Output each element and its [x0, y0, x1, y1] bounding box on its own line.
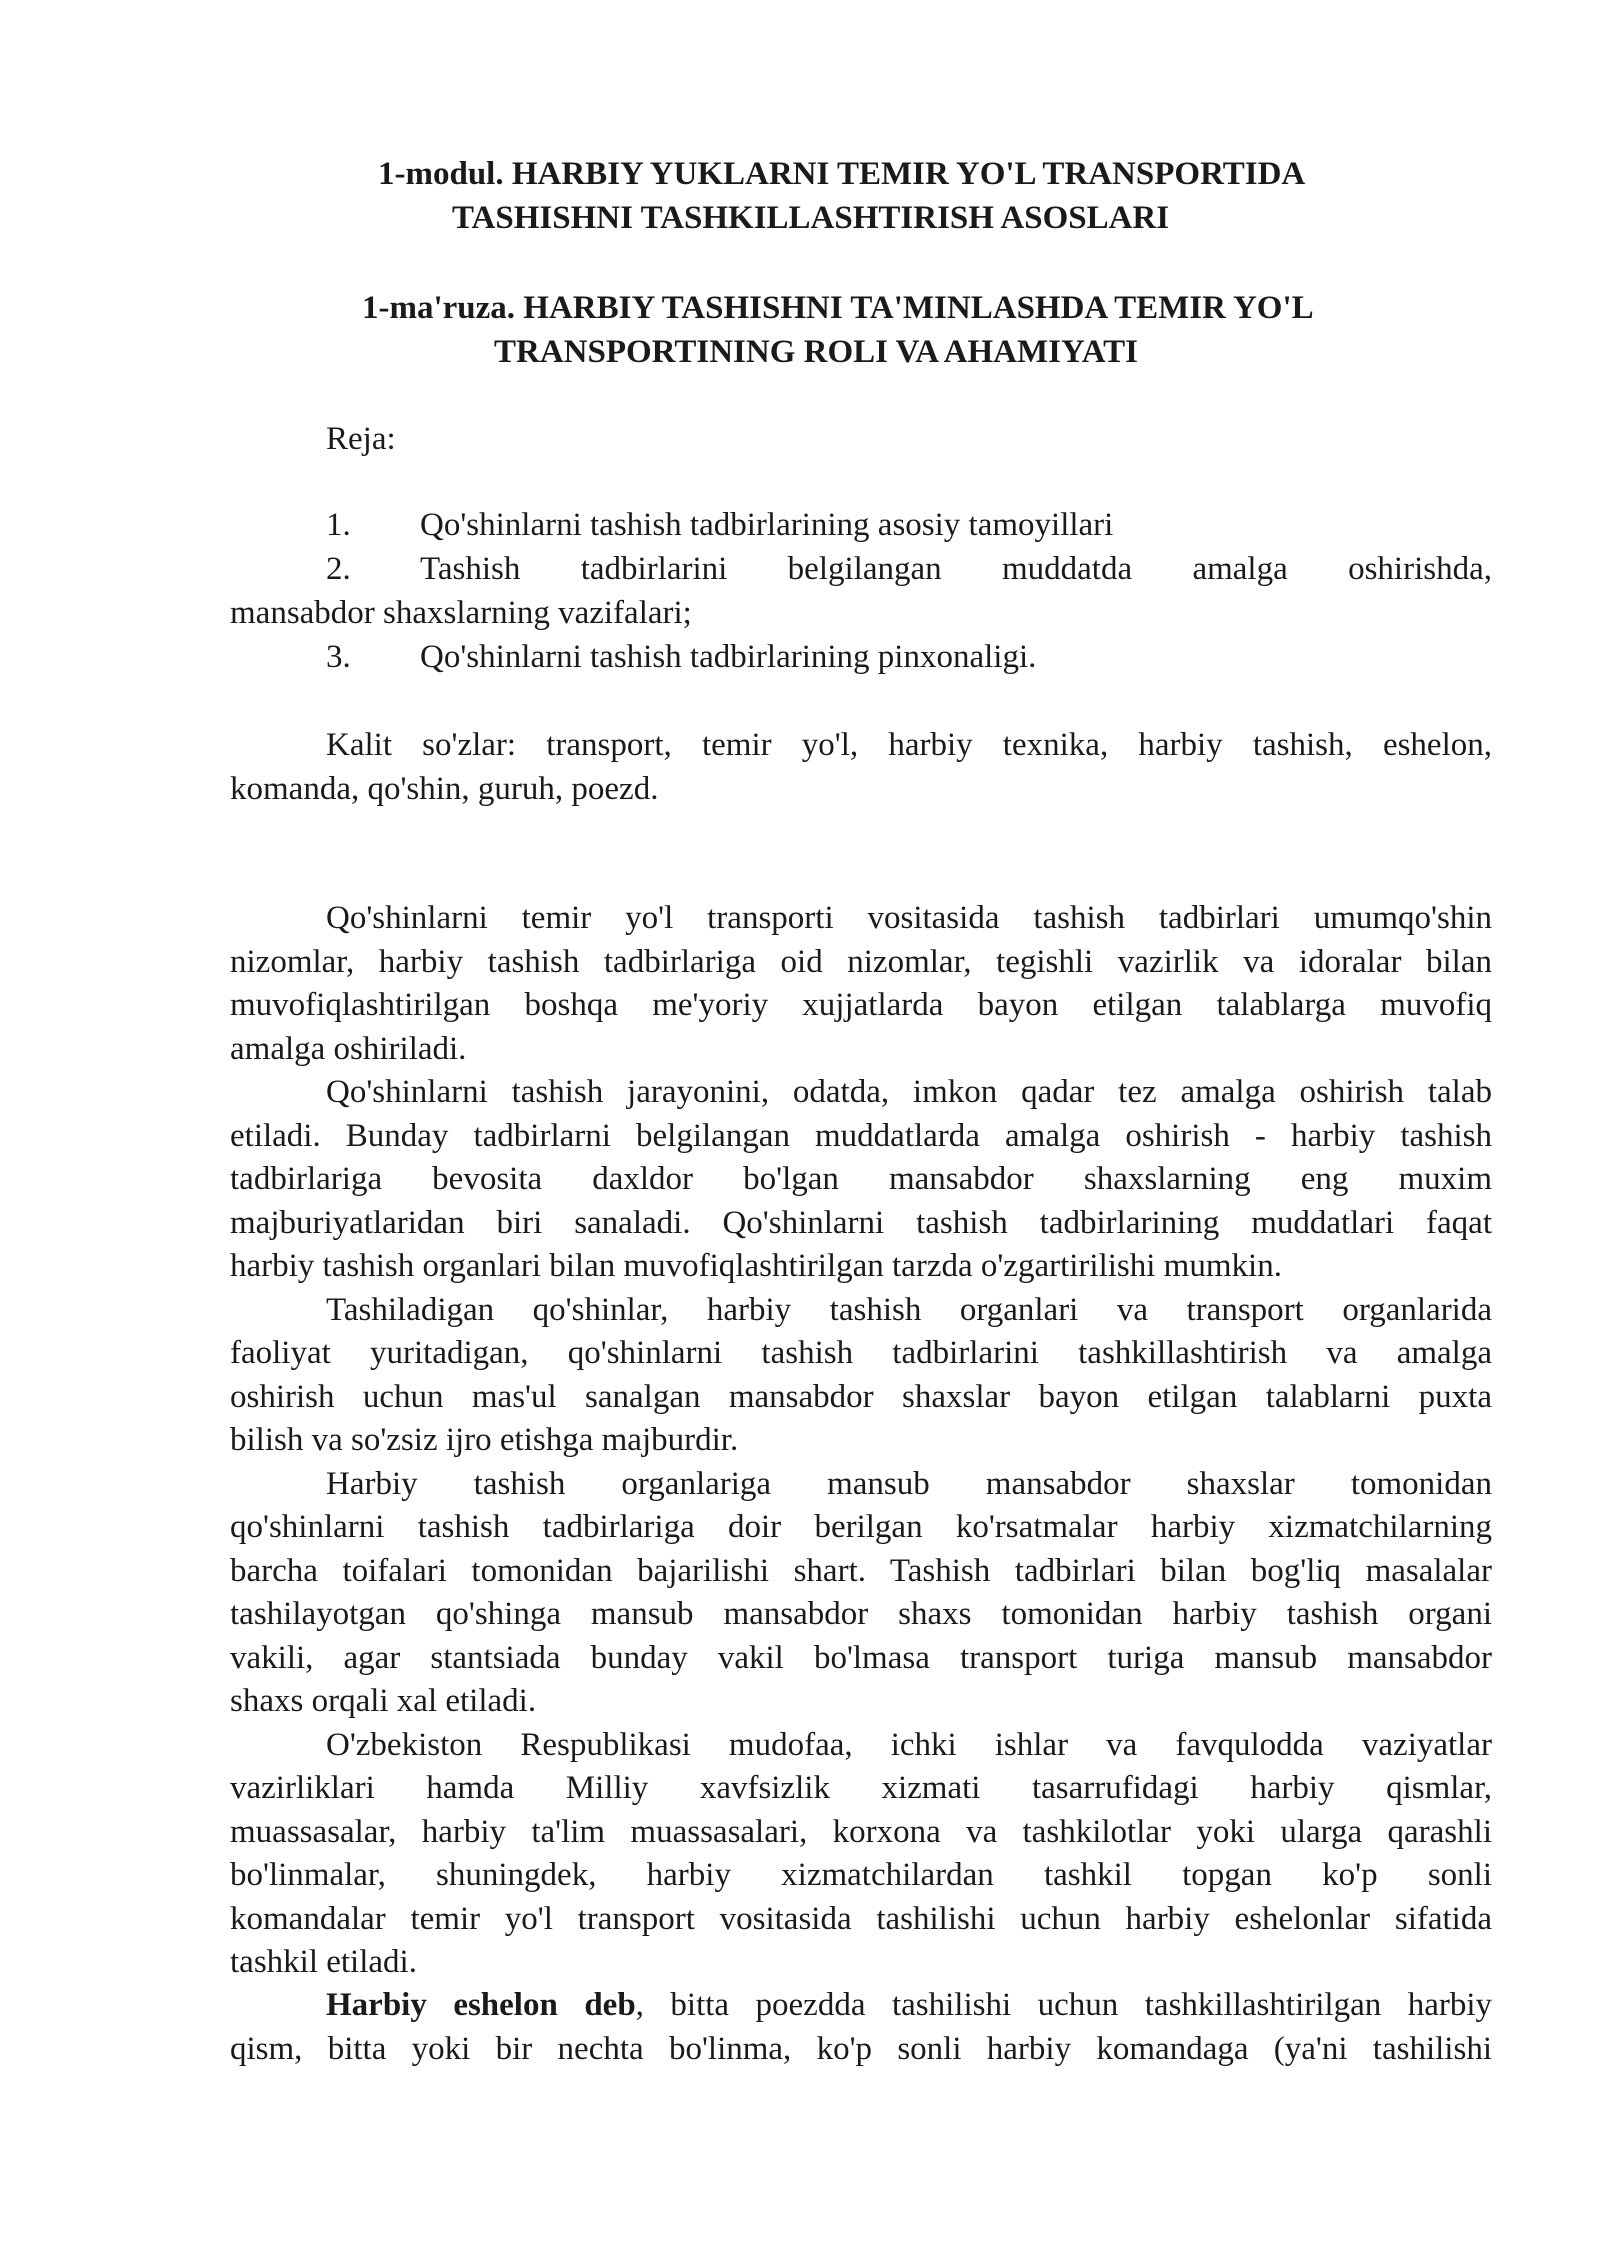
paragraph-line: qism, bitta yoki bir nechta bo'linma, ko'p sonli harbiy komandaga (ya'ni tashilishi: [230, 2031, 1492, 2067]
plan-label: Reja:: [326, 421, 396, 457]
paragraph-line: amalga oshiriladi.: [230, 1031, 467, 1067]
plan-item-text: Qo'shinlarni tashish tadbirlarining asosiy tamoyillari: [420, 507, 1114, 543]
paragraph-line: harbiy tashish organlari bilan muvofiqlashtirilgan tarzda o'zgartirilishi mumkin.: [230, 1248, 1282, 1284]
paragraph-line: qo'shinlarni tashish tadbirlariga doir berilgan ko'rsatmalar harbiy xizmatchilarning: [230, 1509, 1492, 1545]
paragraph-line: shaxs orqali xal etiladi.: [230, 1683, 537, 1719]
plan-item-text-continued: mansabdor shaxslarning vazifalari;: [230, 595, 692, 631]
paragraph-line: muassasalar, harbiy ta'lim muassasalari, korxona va tashkilotlar yoki ularga qarashli: [230, 1814, 1492, 1850]
paragraph-line: [326, 1984, 1492, 2028]
paragraph-line: oshirish uchun mas'ul sanalgan mansabdor shaxslar bayon etilgan talablarni puxta: [230, 1379, 1492, 1415]
plan-item-text: Qo'shinlarni tashish tadbirlarining pinxonaligi.: [420, 639, 1037, 675]
paragraph-line: tashkil etiladi.: [230, 1944, 417, 1980]
paragraph-line: Tashiladigan qo'shinlar, harbiy tashish organlari va transport organlarida: [326, 1292, 1492, 1328]
paragraph-line: etiladi. Bunday tadbirlarni belgilangan muddatlarda amalga oshirish - harbiy tashish: [230, 1118, 1492, 1154]
paragraph-line: muvofiqlashtirilgan boshqa me'yoriy xujjatlarda bayon etilgan talablarga muvofiq: [230, 987, 1492, 1023]
lecture-title-line-2: TRANSPORTINING ROLI VA AHAMIYATI: [494, 334, 1139, 370]
paragraph-text: , bitta poezdda tashilishi uchun tashkillashtirilgan harbiy: [635, 1987, 1492, 2023]
paragraph-line: bilish va so'zsiz ijro etishga majburdir.: [230, 1422, 739, 1458]
plan-item-number: 3.: [326, 639, 351, 675]
module-title-line-1: 1-modul. HARBIY YUKLARNI TEMIR YO'L TRANSPORTIDA: [378, 156, 1306, 192]
module-title-line-2: TASHISHNI TASHKILLASHTIRISH ASOSLARI: [452, 200, 1170, 236]
bold-term: Harbiy eshelon deb: [326, 1987, 636, 2023]
keywords-line: Kalit so'zlar: transport, temir yo'l, harbiy texnika, harbiy tashish, eshelon,: [326, 727, 1492, 763]
paragraph-line: barcha toifalari tomonidan bajarilishi shart. Tashish tadbirlari bilan bog'liq masalalar: [230, 1553, 1492, 1589]
paragraph-line: tashilayotgan qo'shinga mansub mansabdor shaxs tomonidan harbiy tashish organi: [230, 1596, 1492, 1632]
paragraph-line: tadbirlariga bevosita daxldor bo'lgan mansabdor shaxslarning eng muxim: [230, 1161, 1492, 1197]
plan-item-text: Tashish tadbirlarini belgilangan muddatda amalga oshirishda,: [420, 551, 1492, 587]
lecture-title-line-1: 1-ma'ruza. HARBIY TASHISHNI TA'MINLASHDA TEMIR YO'L: [362, 290, 1314, 326]
paragraph-line: O'zbekiston Respublikasi mudofaa, ichki ishlar va favqulodda vaziyatlar: [326, 1727, 1492, 1763]
paragraph-line: Harbiy tashish organlariga mansub mansabdor shaxslar tomonidan: [326, 1466, 1492, 1502]
paragraph-line: vazirliklari hamda Milliy xavfsizlik xizmati tasarrufidagi harbiy qismlar,: [230, 1770, 1492, 1806]
paragraph-line: Qo'shinlarni temir yo'l transporti vositasida tashish tadbirlari umumqo'shin: [326, 900, 1492, 936]
paragraph-line: vakili, agar stantsiada bunday vakil bo'lmasa transport turiga mansub mansabdor: [230, 1640, 1492, 1676]
plan-item-number: 1.: [326, 507, 351, 543]
paragraph-line: nizomlar, harbiy tashish tadbirlariga oid nizomlar, tegishli vazirlik va idoralar bilan: [230, 944, 1492, 980]
keywords-line: komanda, qo'shin, guruh, poezd.: [230, 771, 659, 807]
paragraph-line: komandalar temir yo'l transport vositasida tashilishi uchun harbiy eshelonlar sifatida: [230, 1901, 1492, 1937]
paragraph-line: bo'linmalar, shuningdek, harbiy xizmatchilardan tashkil topgan ko'p sonli: [230, 1857, 1492, 1893]
paragraph-line: Qo'shinlarni tashish jarayonini, odatda, imkon qadar tez amalga oshirish talab: [326, 1074, 1492, 1110]
paragraph-line: faoliyat yuritadigan, qo'shinlarni tashish tadbirlarini tashkillashtirish va amalga: [230, 1335, 1492, 1371]
paragraph-line: majburiyatlaridan biri sanaladi. Qo'shinlarni tashish tadbirlarining muddatlari faqat: [230, 1205, 1492, 1241]
plan-item-number: 2.: [326, 551, 351, 587]
